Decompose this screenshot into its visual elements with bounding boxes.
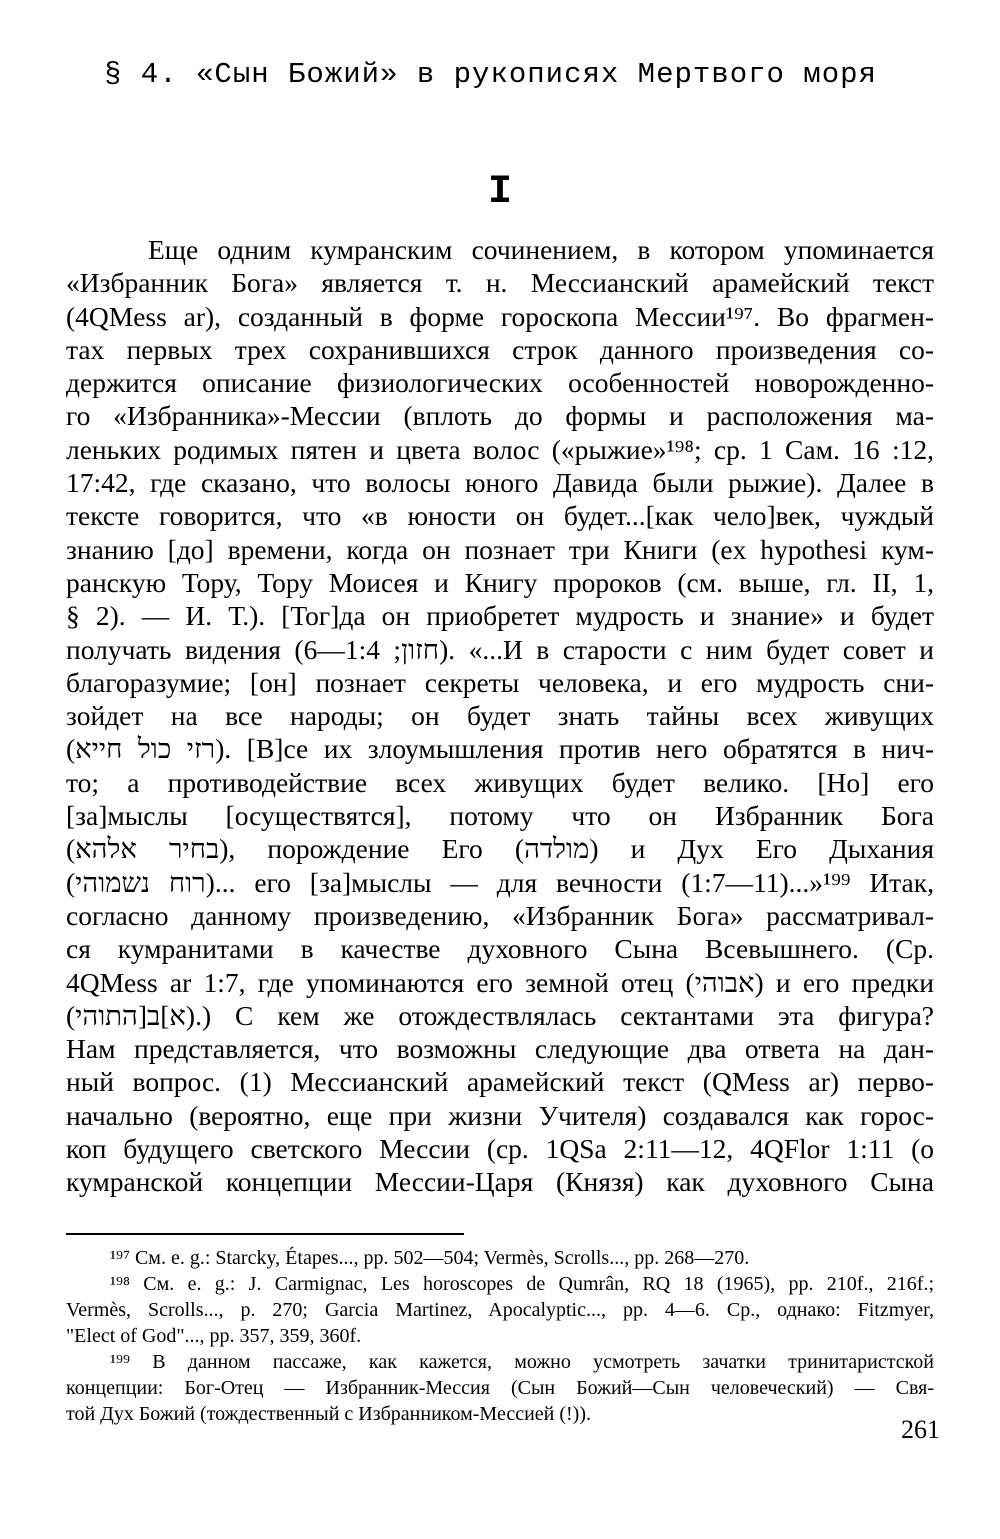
text-line: ся кумранитами в качестве духовного Сына Всевышнего. (Ср. xyxy=(66,933,934,965)
text-line: (בחיר אלהא), порождение Его (מולדה) и Дух Его Дыхания xyxy=(66,833,934,865)
footnote-198-end: "Elect of God"..., pp. 357, 359, 360f. xyxy=(66,1325,362,1347)
text-line: (רזי כול חייא). [В]се их злоумышления против него обратятся в нич- xyxy=(66,733,934,765)
footnote-199-end: той Дух Божий (тождественный с Избранником-Мессией (!)). xyxy=(66,1403,591,1425)
text-line: согласно данному произведению, «Избранник Бога» рассматривал- xyxy=(66,899,934,931)
text-line: получать видения (חזון; 1:4—6). «...И в старости с ним будет совет и xyxy=(66,633,934,665)
section-number: I xyxy=(487,170,512,215)
text-line: Еще одним кумранским сочинением, в котором упоминается xyxy=(148,234,934,265)
footnote-198-cont: Vermès, Scrolls..., p. 270; Garcia Martinez, Apocalyptic..., pp. 4—6. Ср., однако: Fitzmyer, xyxy=(66,1299,934,1321)
text-line: ранскую Тору, Тору Моисея и Книгу пророков (см. выше, гл. II, 1, xyxy=(66,566,934,598)
text-line: § 2). — И. Т.). [Тог]да он приобретет мудрость и знание» и будет xyxy=(66,600,934,632)
text-line: начально (вероятно, еще при жизни Учителя) создавался как горос- xyxy=(66,1099,934,1131)
footnote-197: ¹⁹⁷ См. e. g.: Starcky, Étapes..., pp. 502—504; Vermès, Scrolls..., pp. 268—270. xyxy=(110,1247,750,1269)
text-line: тексте говорится, что «в юности он будет...[как чело]век, чуждый xyxy=(66,500,934,532)
text-line: Нам представляется, что возможны следующие два ответа на дан- xyxy=(66,1033,934,1065)
text-line: леньких родимых пятен и цвета волос («рыжие»¹⁹⁸; ср. 1 Сам. 16 :12, xyxy=(66,433,934,465)
text-line: 17:42, где сказано, что волосы юного Давида были рыжие). Далее в xyxy=(66,467,934,499)
running-head: § 4. «Сын Божий» в рукописях Мертвого моря xyxy=(104,58,877,91)
text-line: благоразумие; [он] познает секреты человека, и его мудрость сни- xyxy=(66,666,934,698)
page-number: 261 xyxy=(901,1415,940,1444)
text-line: кумранской концепции Мессии-Царя (Князя) как духовного Сына xyxy=(66,1166,934,1198)
text-line: держится описание физиологических особенностей новорожденно- xyxy=(66,367,934,399)
footnotes xyxy=(66,1245,934,1427)
text-line: (4QMess ar), созданный в форме гороскопа Мессии¹⁹⁷. Во фрагмен- xyxy=(66,300,934,332)
footnote-rule xyxy=(66,1233,464,1235)
text-line: знанию [до] времени, когда он познает три Книги (ex hypothesi кум- xyxy=(66,533,934,565)
text-line: зойдет на все народы; он будет знать тайны всех живущих xyxy=(66,700,934,732)
text-line: 4QMess ar 1:7, где упоминаются его земной отец (אבוהי) и его предки xyxy=(66,966,934,998)
text-line: тах первых трех сохранившихся строк данного произведения со- xyxy=(66,333,934,365)
text-line: то; а противодействие всех живущих будет велико. [Но] его xyxy=(66,766,934,798)
footnote-199: ¹⁹⁹ В данном пассаже, как кажется, можно усмотреть зачатки тринитаристской xyxy=(110,1351,934,1373)
text-line: [за]мыслы [осуществятся], потому что он Избранник Бога xyxy=(66,800,934,832)
text-line: ный вопрос. (1) Мессианский арамейский текст (QMess ar) перво- xyxy=(66,1066,934,1098)
text-line: (א]ב[התוהי).) С кем же отождествлялась сектантами эта фигура? xyxy=(66,999,934,1031)
text-line: коп будущего светского Мессии (ср. 1QSa 2:11—12, 4QFlor 1:11 (о xyxy=(66,1133,934,1165)
footnote-198: ¹⁹⁸ См. e. g.: J. Carmignac, Les horoscopes de Qumrân, RQ 18 (1965), pp. 210f., 216f.; xyxy=(110,1273,934,1295)
text-line: «Избранник Бога» является т. н. Мессианский арамейский текст xyxy=(66,267,934,299)
main-text xyxy=(66,233,934,1199)
footnote-199-cont: концепции: Бог-Отец — Избранник-Мессия (Сын Божий—Сын человеческий) — Свя- xyxy=(66,1377,934,1399)
text-line: го «Избранника»-Мессии (вплоть до формы и расположения ма- xyxy=(66,400,934,432)
text-line: (רוח נשמוהי)... его [за]мыслы — для вечности (1:7—11)...»¹⁹⁹ Итак, xyxy=(66,866,934,898)
